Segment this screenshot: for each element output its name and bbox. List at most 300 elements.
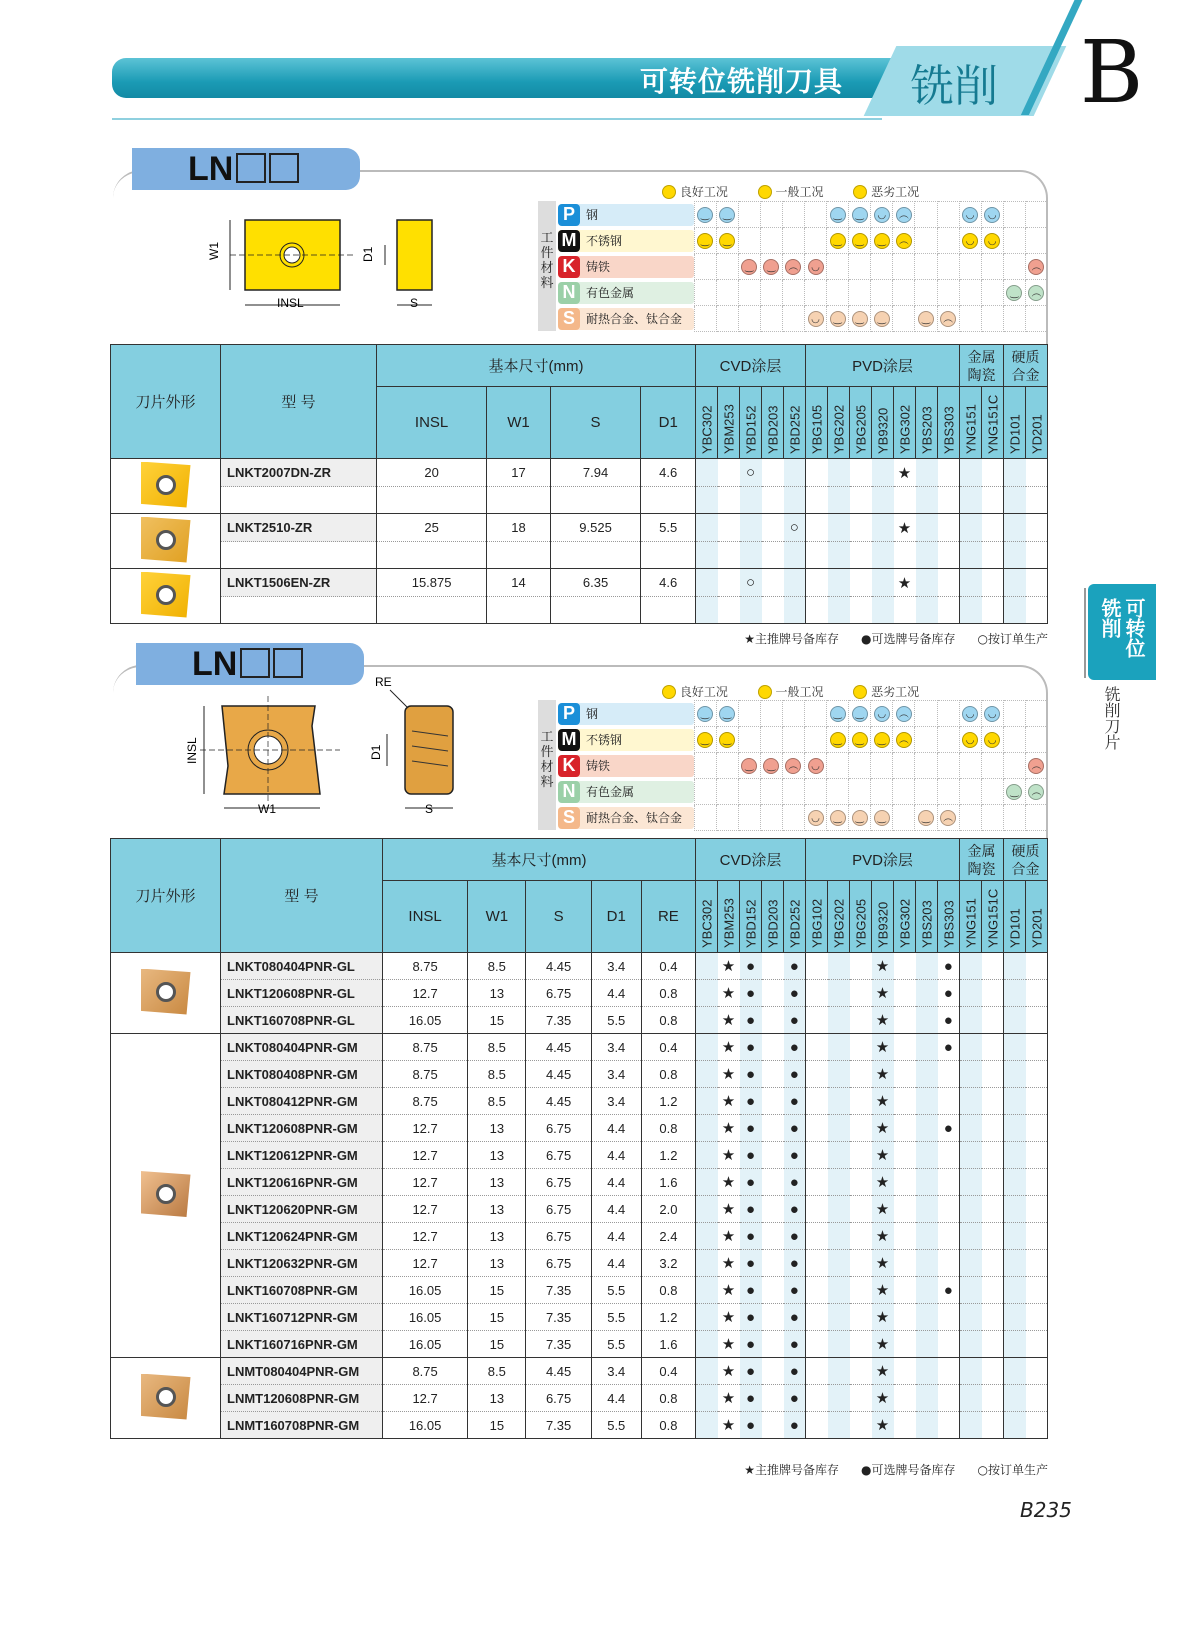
grade-cell (916, 1007, 938, 1034)
normal-smiley-icon (758, 685, 772, 699)
insl-cell: 12.7 (383, 1196, 468, 1223)
model-cell[interactable]: LNKT120620PNR-GM (221, 1196, 383, 1223)
col-re: RE (641, 881, 695, 953)
model-cell[interactable]: LNKT2510-ZR (221, 514, 377, 542)
grade-cell (1026, 1169, 1048, 1196)
iso-P-icon: P (558, 703, 580, 725)
normal-condition-icon: ‿ (719, 207, 735, 223)
table-row (111, 1277, 1048, 1304)
good-condition-icon: ◡ (984, 233, 1000, 249)
grade-cell (696, 1034, 718, 1061)
grade-cell (806, 1115, 828, 1142)
insl-cell: 16.05 (383, 1412, 468, 1439)
grade-cell (872, 542, 894, 569)
grade-cell (806, 1034, 828, 1061)
good-condition-icon: ◡ (808, 758, 824, 774)
grade-cell (784, 542, 806, 569)
grade-cell (960, 1088, 982, 1115)
model-cell[interactable]: LNKT120608PNR-GL (221, 980, 383, 1007)
optional-stock-icon: ● (784, 1115, 806, 1142)
grade-cell (762, 1277, 784, 1304)
grade-YBS203: YBS203 (916, 881, 938, 953)
grade-cell (938, 1088, 960, 1115)
col-s: S (526, 881, 591, 953)
model-cell[interactable]: LNKT160708PNR-GL (221, 1007, 383, 1034)
grade-cell (762, 1358, 784, 1385)
model-cell[interactable]: LNKT160716PNR-GM (221, 1331, 383, 1358)
insert-image (111, 1034, 221, 1358)
grade-cell (806, 1358, 828, 1385)
model-cell[interactable]: LNMT120608PNR-GM (221, 1385, 383, 1412)
grade-cell (696, 1115, 718, 1142)
col-model: 型 号 (221, 839, 383, 953)
grade-cell (696, 1358, 718, 1385)
optional-stock-icon: ● (740, 953, 762, 980)
optional-stock-icon: ● (784, 1142, 806, 1169)
grade-cell (916, 459, 938, 487)
grade-YBD152: YBD152 (740, 387, 762, 459)
model-cell[interactable]: LNMT080404PNR-GM (221, 1358, 383, 1385)
normal-condition-icon: ‿ (874, 810, 890, 826)
main-stock-icon: ★ (718, 1007, 740, 1034)
grade-cell (982, 1007, 1004, 1034)
grade-cell (982, 1115, 1004, 1142)
material-name: 铸铁 (586, 260, 611, 274)
grade-cell (872, 597, 894, 624)
bad-condition-icon: ︵ (785, 259, 801, 275)
grade-cell (1026, 1007, 1048, 1034)
grade-cell (1026, 953, 1048, 980)
s-cell: 6.75 (526, 1250, 591, 1277)
material-row-S (536, 306, 1048, 332)
grade-cell (916, 980, 938, 1007)
re-cell: 1.2 (641, 1088, 695, 1115)
material-name: 钢 (586, 208, 599, 222)
iso-K-icon: K (558, 256, 580, 278)
grade-cell (894, 1169, 916, 1196)
re-cell: 0.8 (641, 1277, 695, 1304)
grade-cell (982, 1277, 1004, 1304)
grade-cell (806, 953, 828, 980)
re-cell: 0.8 (641, 1385, 695, 1412)
insl-cell: 25 (377, 514, 487, 542)
material-name: 钢 (586, 707, 599, 721)
grade-cell (828, 597, 850, 624)
insl-cell: 15.875 (377, 569, 487, 597)
grade-cell (916, 1250, 938, 1277)
model-cell[interactable]: LNKT120608PNR-GM (221, 1115, 383, 1142)
material-row-N (536, 779, 1048, 805)
grade-cell (784, 459, 806, 487)
w1-cell: 8.5 (468, 1034, 526, 1061)
grade-cell (1026, 487, 1048, 514)
optional-stock-icon: ● (740, 1250, 762, 1277)
grade-cell (960, 1331, 982, 1358)
grade-YBC302: YBC302 (696, 881, 718, 953)
side-tab[interactable]: 可转位铣削 (1088, 584, 1156, 680)
grade-cell (696, 1412, 718, 1439)
grade-cell (982, 569, 1004, 597)
d1-cell: 4.6 (641, 459, 696, 487)
grade-cell (806, 1007, 828, 1034)
grade-cell (1004, 597, 1026, 624)
grade-cell (960, 514, 982, 542)
good-smiley-icon (662, 185, 676, 199)
material-table (536, 700, 1048, 831)
grade-cell (894, 1115, 916, 1142)
grade-cell (938, 487, 960, 514)
grade-cell (1004, 1169, 1026, 1196)
header-rule (112, 118, 882, 120)
page-number: B235 (1020, 1498, 1072, 1522)
svg-text:INSL: INSL (277, 296, 304, 310)
grade-cell (850, 1142, 872, 1169)
grade-cell (806, 1277, 828, 1304)
grade-cell (828, 1331, 850, 1358)
iso-S-icon: S (558, 308, 580, 330)
grade-cell (982, 1331, 1004, 1358)
grade-cell (1026, 542, 1048, 569)
section2-table (110, 838, 1048, 1439)
grade-cell (1004, 1061, 1026, 1088)
section2-notes: ★主推牌号备库存 ●可选牌号备库存 ○按订单生产 (744, 1463, 1048, 1477)
grade-cell (850, 953, 872, 980)
grade-cell (872, 459, 894, 487)
grade-cell (1026, 569, 1048, 597)
insert-image (111, 953, 221, 1034)
grade-cell (850, 569, 872, 597)
bad-condition-icon: ︵ (896, 207, 912, 223)
grade-cell (696, 1250, 718, 1277)
section1-notes: ★主推牌号备库存 ●可选牌号备库存 ○按订单生产 (744, 632, 1048, 646)
svg-text:W1: W1 (258, 802, 276, 816)
material-name: 铸铁 (586, 759, 611, 773)
grade-cell (740, 514, 762, 542)
grade-cell (894, 542, 916, 569)
s-cell: 7.94 (550, 459, 641, 487)
col-w1: W1 (487, 387, 551, 459)
grade-cell (982, 1358, 1004, 1385)
grade-cell (1004, 980, 1026, 1007)
grade-cell (696, 1088, 718, 1115)
svg-text:INSL: INSL (185, 737, 199, 764)
grade-YNG151C: YNG151C (982, 387, 1004, 459)
insert-image (111, 569, 221, 624)
grade-cell (894, 953, 916, 980)
grade-YBD252: YBD252 (784, 387, 806, 459)
normal-condition-icon: ‿ (741, 259, 757, 275)
grade-cell (960, 1061, 982, 1088)
iso-N-icon: N (558, 282, 580, 304)
d1-cell: 4.4 (591, 1223, 641, 1250)
insl-cell: 8.75 (383, 1358, 468, 1385)
normal-condition-icon: ‿ (830, 706, 846, 722)
insert-image (111, 514, 221, 569)
grade-cell (1004, 1277, 1026, 1304)
group-pvd: PVD涂层 (806, 345, 960, 387)
insl-cell: 12.7 (383, 1142, 468, 1169)
model-cell[interactable]: LNKT160708PNR-GM (221, 1277, 383, 1304)
main-stock-icon: ★ (872, 1358, 894, 1385)
grade-cell (762, 569, 784, 597)
re-cell: 1.2 (641, 1304, 695, 1331)
d1-cell: 4.4 (591, 1169, 641, 1196)
grade-cell (1026, 1277, 1048, 1304)
good-smiley-icon (662, 685, 676, 699)
model-cell[interactable]: LNKT120632PNR-GM (221, 1250, 383, 1277)
grade-cell (1026, 514, 1048, 542)
made-to-order-icon: ○ (740, 569, 762, 597)
normal-condition-icon: ‿ (697, 207, 713, 223)
re-cell: 0.8 (641, 1007, 695, 1034)
optional-stock-icon: ● (784, 1304, 806, 1331)
normal-condition-icon: ‿ (1006, 285, 1022, 301)
col-shape: 刀片外形 (111, 839, 221, 953)
grade-cell (828, 1277, 850, 1304)
grade-cell (696, 953, 718, 980)
grade-cell (696, 1142, 718, 1169)
grade-cell (1026, 1223, 1048, 1250)
side-tab-sub: 铣削刀片 (1102, 686, 1121, 750)
model-cell[interactable]: LNKT120612PNR-GM (221, 1142, 383, 1169)
grade-cell (982, 1250, 1004, 1277)
material-row-P (536, 202, 1048, 228)
grade-cell (872, 514, 894, 542)
optional-stock-icon: ● (938, 953, 960, 980)
grade-cell (1004, 1331, 1026, 1358)
bad-condition-icon: ︵ (896, 706, 912, 722)
w1-cell: 13 (468, 1250, 526, 1277)
grade-cell (938, 1358, 960, 1385)
re-cell: 1.6 (641, 1169, 695, 1196)
grade-cell (828, 1385, 850, 1412)
grade-cell (762, 514, 784, 542)
grade-cell (938, 459, 960, 487)
optional-stock-icon: ● (784, 1250, 806, 1277)
grade-cell (938, 1412, 960, 1439)
optional-stock-icon: ● (740, 1007, 762, 1034)
grade-cell (696, 980, 718, 1007)
normal-condition-icon: ‿ (719, 233, 735, 249)
table-row (111, 1385, 1048, 1412)
grade-cell (850, 514, 872, 542)
re-cell: 0.4 (641, 953, 695, 980)
table-row (111, 459, 1048, 487)
material-row-P (536, 701, 1048, 727)
model-cell[interactable]: LNKT120616PNR-GM (221, 1169, 383, 1196)
grade-cell (762, 1088, 784, 1115)
grade-cell (696, 597, 718, 624)
d1-cell: 3.4 (591, 1088, 641, 1115)
grade-cell (982, 980, 1004, 1007)
col-shape: 刀片外形 (111, 345, 221, 459)
grade-cell (828, 1034, 850, 1061)
grade-cell (784, 597, 806, 624)
grade-YB9320: YB9320 (872, 881, 894, 953)
grade-cell (762, 1304, 784, 1331)
d1-cell: 4.4 (591, 1250, 641, 1277)
w1-cell: 15 (468, 1304, 526, 1331)
insl-cell: 12.7 (383, 980, 468, 1007)
normal-condition-icon: ‿ (874, 732, 890, 748)
normal-condition-icon: ‿ (918, 810, 934, 826)
insert-thumbnail-icon (141, 462, 191, 508)
grade-cell (850, 1385, 872, 1412)
grade-YB9320: YB9320 (872, 387, 894, 459)
material-row-M (536, 727, 1048, 753)
w1-cell: 15 (468, 1331, 526, 1358)
grade-YBG205: YBG205 (850, 881, 872, 953)
good-condition-icon: ◡ (962, 706, 978, 722)
grade-YBG202: YBG202 (828, 387, 850, 459)
grade-cell (1004, 1115, 1026, 1142)
grade-cell (1004, 1007, 1026, 1034)
grade-cell (696, 1196, 718, 1223)
grade-cell (982, 953, 1004, 980)
optional-stock-icon: ● (784, 1196, 806, 1223)
w1-cell: 18 (487, 514, 551, 542)
good-condition-icon: ◡ (984, 207, 1000, 223)
optional-stock-icon: ● (740, 1304, 762, 1331)
material-name: 有色金属 (586, 286, 635, 300)
group-pvd: PVD涂层 (806, 839, 960, 881)
model-cell[interactable]: LNKT080408PNR-GM (221, 1061, 383, 1088)
grade-cell (894, 487, 916, 514)
model-cell[interactable]: LNKT120624PNR-GM (221, 1223, 383, 1250)
grade-cell (718, 569, 740, 597)
s-cell: 7.35 (526, 1412, 591, 1439)
main-stock-icon: ★ (718, 1088, 740, 1115)
insert-thumbnail-icon (141, 1171, 191, 1217)
normal-condition-icon: ‿ (918, 311, 934, 327)
model-cell[interactable]: LNKT080404PNR-GM (221, 1034, 383, 1061)
group-cermet: 金属 陶瓷 (960, 345, 1004, 387)
grade-YBS303: YBS303 (938, 881, 960, 953)
w1-cell: 8.5 (468, 953, 526, 980)
optional-stock-icon: ● (784, 980, 806, 1007)
s-cell: 7.35 (526, 1007, 591, 1034)
header-title: 可转位铣削刀具 (640, 65, 844, 98)
grade-cell (1026, 597, 1048, 624)
d1-cell: 4.4 (591, 1142, 641, 1169)
d1-cell: 5.5 (591, 1007, 641, 1034)
w1-cell: 13 (468, 980, 526, 1007)
grade-cell (982, 1223, 1004, 1250)
good-condition-icon: ◡ (962, 207, 978, 223)
grade-cell (828, 953, 850, 980)
good-condition-icon: ◡ (962, 233, 978, 249)
table-row (111, 1061, 1048, 1088)
grade-cell (828, 1115, 850, 1142)
insl-cell: 20 (377, 459, 487, 487)
s-cell: 7.35 (526, 1277, 591, 1304)
main-stock-icon: ★ (872, 1034, 894, 1061)
s-cell: 6.75 (526, 1169, 591, 1196)
grade-cell (960, 459, 982, 487)
grade-cell (938, 1223, 960, 1250)
grade-cell (938, 569, 960, 597)
section1-title (132, 148, 360, 190)
grade-cell (806, 569, 828, 597)
grade-cell (1004, 569, 1026, 597)
model-cell[interactable]: LNMT160708PNR-GM (221, 1412, 383, 1439)
bad-condition-icon: ︵ (1028, 259, 1044, 275)
grade-cell (916, 1331, 938, 1358)
re-cell: 2.4 (641, 1223, 695, 1250)
optional-stock-icon: ● (740, 1412, 762, 1439)
col-dims: 基本尺寸(mm) (383, 839, 696, 881)
grade-cell (696, 459, 718, 487)
grade-cell (696, 1223, 718, 1250)
model-cell[interactable]: LNKT080404PNR-GL (221, 953, 383, 980)
grade-YBD203: YBD203 (762, 387, 784, 459)
grade-cell (1004, 1358, 1026, 1385)
model-cell[interactable]: LNKT160712PNR-GM (221, 1304, 383, 1331)
optional-stock-icon: ● (784, 1034, 806, 1061)
side-tab-rule (1084, 588, 1086, 678)
grade-cell (806, 980, 828, 1007)
optional-stock-icon: ● (784, 1061, 806, 1088)
grade-cell (916, 1412, 938, 1439)
model-cell[interactable]: LNKT2007DN-ZR (221, 459, 377, 487)
d1-cell: 4.4 (591, 980, 641, 1007)
col-model: 型 号 (221, 345, 377, 459)
optional-stock-icon: ● (784, 1412, 806, 1439)
grade-cell (806, 597, 828, 624)
grade-cell (938, 542, 960, 569)
section2-insert-drawing (180, 676, 480, 821)
svg-text:D1: D1 (369, 744, 383, 760)
grade-cell (696, 514, 718, 542)
grade-YD101: YD101 (1004, 881, 1026, 953)
s-cell: 4.45 (526, 1034, 591, 1061)
grade-cell (916, 542, 938, 569)
optional-stock-icon: ● (938, 1277, 960, 1304)
grade-cell (806, 459, 828, 487)
insl-cell: 8.75 (383, 1034, 468, 1061)
grade-cell (916, 953, 938, 980)
grade-cell (894, 1358, 916, 1385)
material-row-M (536, 228, 1048, 254)
insert-image (111, 1358, 221, 1439)
main-stock-icon: ★ (718, 1223, 740, 1250)
grade-cell (982, 1061, 1004, 1088)
table-row (111, 1088, 1048, 1115)
main-stock-icon: ★ (872, 1250, 894, 1277)
grade-cell (894, 1223, 916, 1250)
table-row (111, 980, 1048, 1007)
re-cell: 1.6 (641, 1331, 695, 1358)
insl-cell: 12.7 (383, 1115, 468, 1142)
d1-cell: 3.4 (591, 1061, 641, 1088)
normal-condition-icon: ‿ (1006, 784, 1022, 800)
table-row (111, 1358, 1048, 1385)
d1-cell: 5.5 (591, 1331, 641, 1358)
grade-cell (894, 1412, 916, 1439)
grade-cell (1004, 514, 1026, 542)
group-cermet: 金属 陶瓷 (960, 839, 1004, 881)
grade-cell (916, 1385, 938, 1412)
grade-YBG302: YBG302 (894, 881, 916, 953)
grade-cell (850, 1277, 872, 1304)
table-row (111, 1115, 1048, 1142)
grade-cell (982, 514, 1004, 542)
model-cell[interactable]: LNKT080412PNR-GM (221, 1088, 383, 1115)
col-dims: 基本尺寸(mm) (377, 345, 696, 387)
grade-cell (762, 1061, 784, 1088)
model-cell[interactable]: LNKT1506EN-ZR (221, 569, 377, 597)
grade-cell (1004, 1088, 1026, 1115)
